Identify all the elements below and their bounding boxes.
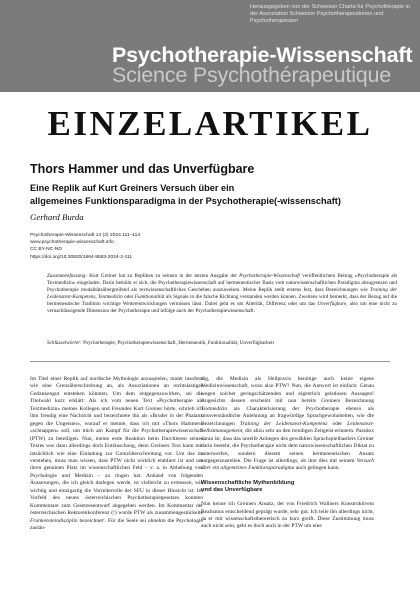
section-heading-line-2: und das Unverfügbare: [201, 487, 263, 494]
meta-license: CC BY-NC-ND: [30, 247, 62, 253]
journal-title-fr: Science Psychothérapeutique: [112, 63, 392, 87]
body-text: auch gelingen kann.: [294, 465, 340, 472]
body-italic-term: Leidenstext-Selbstmanagement: [201, 420, 374, 435]
body-text: , die allzu sehr an den trendigen Zeitgeist erinnern. Paradox daran ist, dass das unreife Anliegen des gewählten Sprachspielbastlers Greiner darin besteht, die Psychotherapie nicht dem naturwissenschaftlichen Diktat zu unterwerfen, sondern diesem seinen hermeneutischen Ansatz entgegenzustellen. Die Frage ist allerdings, ob ihm dies mit seinem: [201, 428, 374, 464]
abstract-label: Zusammenfassung:: [47, 273, 88, 279]
article-meta: [30, 232, 140, 261]
document-type-heading: EINZELARTIKEL: [47, 104, 373, 143]
body-text: dig, die Medizin als Heilpraxis benötige auch keine eigene Medizinwissenschaft, wozu also PTW? Nun, die Antwort ist einfach: Genau wegen solcher geringschätzenden und eigentlich geistlosen Aussagen! Angesichts dessen erscheint mir nun bereits Greiners Bezeichnung: [201, 376, 374, 405]
abstract-term: Unverfügbare: [317, 300, 347, 307]
body-column-left: [30, 376, 203, 533]
abstract-text: oder: [122, 293, 135, 300]
body-text: als Charakterisierung der Psychotherapie ebenso als missverständliche Anlehnung an fragwürdige Sprachgewohnheiten, wie die Bezeichnungen: [201, 405, 374, 427]
abstract: [47, 273, 397, 314]
section-divider: [30, 361, 390, 362]
keywords: [47, 340, 397, 347]
meta-citation: Psychotherapie-Wissenschaft 14 (2) 2024 111–114: [30, 233, 141, 238]
abstract-journal-name: Psychotherapie-Wissenschaft: [239, 273, 300, 279]
meta-website-link[interactable]: www.psychotherapie-wissenschaft.info: [30, 240, 114, 246]
abstract-term: Funktionalität: [134, 293, 165, 300]
keywords-label: Schlüsselwörter:: [47, 340, 82, 346]
section-heading: [201, 480, 374, 495]
body-italic-term: Training der Leidenstext-Kompetenz: [239, 420, 328, 427]
abstract-text: als Signale in die falsche Richtung verstanden werden können. Zweitens wird bemerkt, dass der Bezug auf die hermeneutische Tradition wichtige Weiterentwicklungen vermissen lässt. Dabei geht es um Alterität, Differenz oder um das: [47, 293, 398, 307]
body-paragraph: [30, 376, 203, 533]
article-subtitle: [30, 182, 410, 207]
body-italic-term: Versuch über ein allgemeines Funktionsparadigma: [201, 457, 374, 472]
abstract-text: , also um eine nicht zu vernachlässigende Dimension der Psychotherapie und infolge auch der Psychotherapiewissenschaft.: [47, 300, 397, 314]
keywords-text: Psychotherapie, Psychotherapiewissenschaft, Hermeneutik, Funktionalität, Unverfügbarkeit: [81, 340, 274, 346]
article-author: Gerhard Burda: [30, 212, 84, 222]
subtitle-line-1: Eine Replik auf Kurt Greiners Versuch über ein: [30, 183, 235, 193]
body-paragraph: Nun kenne ich Greiners Ansatz, der von Friedrich Wallners Konstruktivem Realismus entscheidend geprägt wurde, sehr gut. Ich teile ihn allerdings nicht, da er mir wissenschaftstheoretisch zu kurz greift. Diese Zustimmung muss auch nicht sein, geht es doch auch in der PTW um eine: [201, 501, 374, 530]
abstract-text: Kurt Greiner hat zu Repliken zu seinem in der letzten Ausgabe der: [87, 273, 240, 279]
subtitle-line-2: allgemeines Funktionsparadigma in der Psychotherapie(-wissenschaft): [30, 195, 341, 206]
body-italic-term: Frankensteindisziplin: [30, 517, 78, 524]
body-paragraph: [201, 376, 374, 473]
journal-title-de: Psychotherapie-Wissenschaft: [112, 43, 413, 67]
body-column-right: [201, 376, 374, 531]
journal-banner: [0, 0, 420, 92]
abstract-text: veröffentlichten Beitrag «Psychotherapie als Textmedizin» eingeladen. Darin bemüht er sich, die Psychotherapiewissenschaft auf hermeneutischer Basis vom naturwissenschaftlichen Paradigma abzugrenzen und Psychotherapie modalitätsübergreifend als textwissenschaftliches Geschehen auszuweisen. Meine Replik stellt erstens fest, dass Bezeichnungen wie: [47, 273, 398, 293]
publisher-text: Herausgegeben von der Schweizer Charta für Psychotherapie in der Assoziation Schweizer Psychotherapeutinnen und Psychotherapeuten: [250, 4, 410, 25]
body-text: bezeichnet¹. Für die Seele sei ohnehin die Psychologie zustän-: [30, 517, 203, 532]
body-text: Im Titel einer Replik auf nordische Mythologie anzuspielen, mutet insofern wie eine Grenzüberschreitung an, als Assoziationen an rechtslastiges Gedankengut entstehen könnten. Um dem entgegenzuwirken, sei die Titelwahl kurz erklärt: Als ich vom neuen Text «Psychotherapie als Textmedizin» meines Kollegen und Freundes Kurt Greiner hörte, schrieb ich ihm freudig eine Nachricht und bezeichnete ihn als «Bruder in der Phalanx gegen die Ungeister», worauf er meinte, dass ich mit «Thors Hammer» «schnappen» soll, um mich am Kampf für die Psychotherapiewissenschaft (PTW) zu beteiligen. Nun, meine erste Reaktion beim Durchlesen seines Textes war dann allerdings doch Enttäuschung, denn Greiners Text kann mir tatsächlich wie eine Einladung zur Grenzüberschreitung vor. Um das zu verstehen, muss man wissen, dass PTW nicht wirklich etabliert ist und um ihren genuinen Platz im wissenschaftlichen Feld – v. a. in Abhebung von Psychologie und Medizin – zu ringen hat. Anhand von folgenden Äusserungen, die ich gleich darlegen werde, ist vielleicht zu ermessen, wie wichtig und einzigartig die Vorreiterrolle der SFU in dieser Hinsicht ist: Im Vorfeld des neuen österreichischen Psychotherapiegesetzes konnten Kommentare zum Gesetzesentwurf abgegeben werden. Im Kommentar der österreichischen Rektorenkonferenz (!) wurde PTW als zusammengestückelte: [30, 376, 203, 517]
article-title: Thors Hammer und das Unverfügbare: [30, 162, 255, 176]
section-heading-line-1: Wissenschaftliche Mythenbildung: [201, 479, 295, 486]
body-italic-term: Textmedizin: [201, 405, 228, 412]
meta-doi-link[interactable]: https://doi.org/10.30820/1664-9583-2024-2-111: [30, 254, 133, 260]
body-text: oder: [327, 420, 348, 427]
abstract-term: Training der Leidenstext-Kompetenz, Textmedizin: [47, 286, 397, 300]
